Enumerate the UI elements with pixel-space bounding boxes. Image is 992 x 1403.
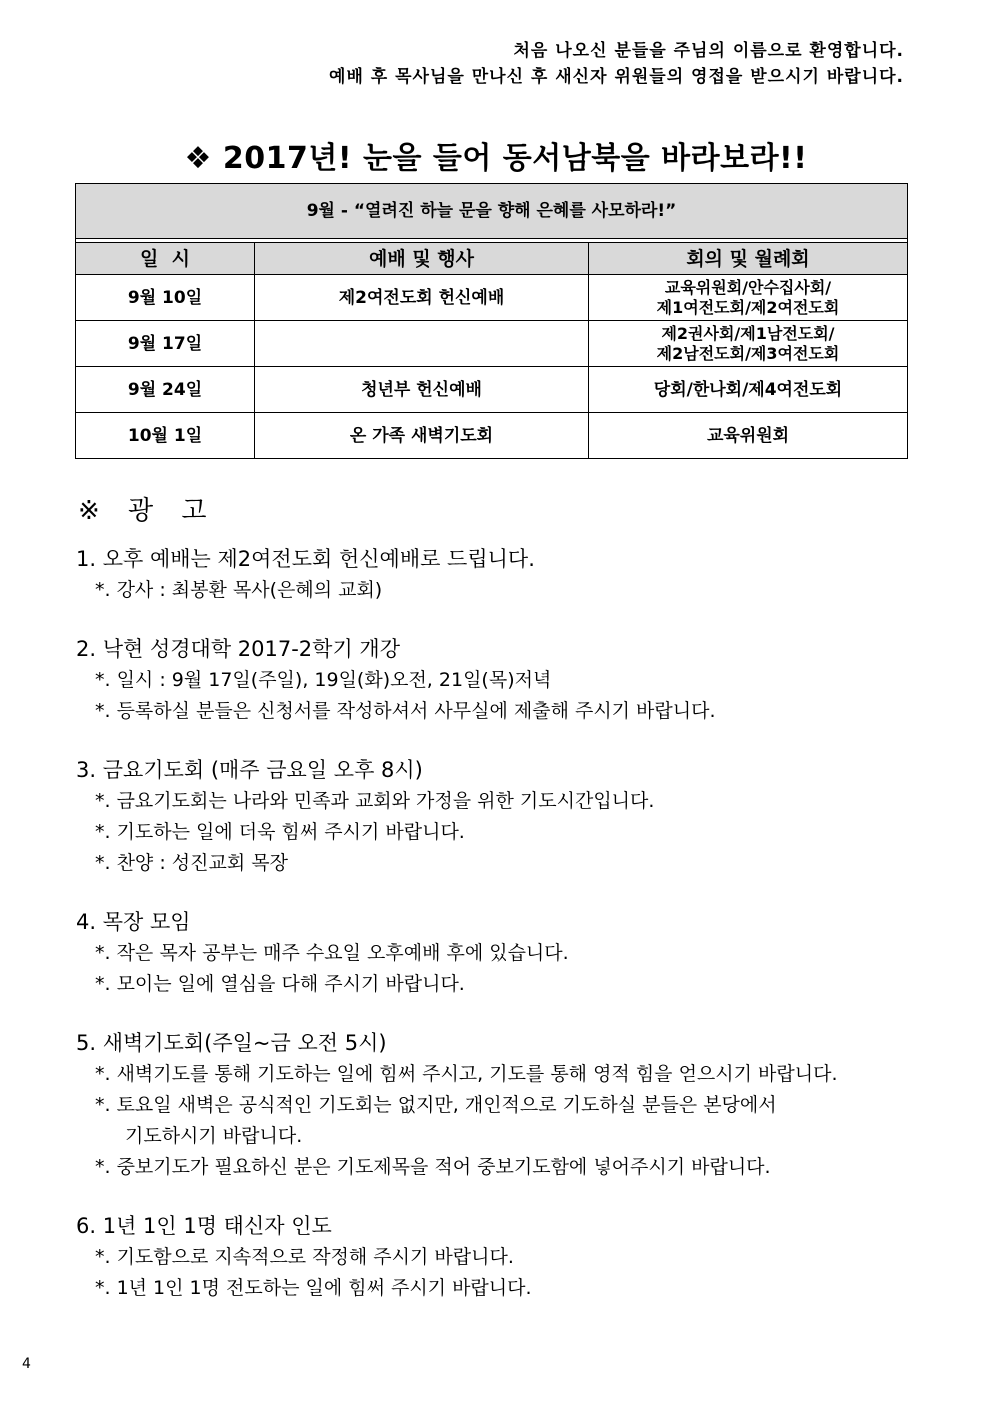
announcement-detail: *. 일시 : 9월 17일(주일), 19일(화)오전, 21일(목)저녁 <box>95 669 552 691</box>
announcement-title: 3. 금요기도회 (매주 금요일 오후 8시) <box>76 758 423 782</box>
continued-text: 기도하시기 바랍니다. <box>125 1125 303 1147</box>
meeting-line: 제2권사회/제1남전도회/ <box>661 323 835 343</box>
header-date: 일 시 <box>76 243 255 275</box>
announcement-item <box>76 544 956 606</box>
table-row <box>76 413 908 459</box>
meeting-line: 교육위원회/안수집사회/ <box>664 277 832 297</box>
row-meeting: 당회/한나회/제4여전도회 <box>589 367 908 413</box>
table-row <box>76 367 908 413</box>
announcement-detail: *. 금요기도회는 나라와 민족과 교회와 가정을 위한 기도시간입니다. <box>95 790 655 812</box>
announcement-detail: *. 찬양 : 성진교회 목장 <box>95 852 288 874</box>
page-number: 4 <box>22 1356 31 1372</box>
row-event: 청년부 헌신예배 <box>255 367 589 413</box>
announcement-detail: *. 기도하는 일에 더욱 힘써 주시기 바랍니다. <box>95 821 465 843</box>
announcement-item <box>76 634 956 727</box>
announcement-title: 4. 목장 모임 <box>76 910 191 934</box>
announcements-heading: ※ 광 고 <box>78 496 217 526</box>
theme-row <box>76 184 908 239</box>
monthly-theme: 9월 - “열려진 하늘 문을 향해 은혜를 사모하라!” <box>76 184 908 239</box>
row-event <box>255 321 589 367</box>
announcement-detail: *. 중보기도가 필요하신 분은 기도제목을 적어 중보기도함에 넣어주시기 바랍니다. <box>95 1156 771 1178</box>
welcome-line: 처음 나오신 분들을 주님의 이름으로 환영합니다. <box>513 41 904 61</box>
header-event: 예배 및 행사 <box>255 243 589 275</box>
announcement-detail: *. 강사 : 최봉환 목사(은혜의 교회) <box>95 579 383 601</box>
row-event: 제2여전도회 헌신예배 <box>255 275 589 321</box>
meeting-line: 제1여전도회/제2여전도회 <box>656 297 840 317</box>
announcement-item <box>76 755 956 879</box>
header-meeting: 회의 및 월례회 <box>589 243 908 275</box>
announcement-item <box>76 907 956 1000</box>
meeting-line: 제2남전도회/제3여전도회 <box>656 343 840 363</box>
announcement-title: 2. 낙현 성경대학 2017-2학기 개강 <box>76 637 400 661</box>
schedule-table <box>75 183 908 459</box>
row-meeting <box>589 275 908 321</box>
row-meeting <box>589 321 908 367</box>
table-row <box>76 321 908 367</box>
announcement-title: 5. 새벽기도회(주일~금 오전 5시) <box>76 1031 387 1055</box>
announcement-item <box>76 1211 956 1304</box>
announcement-title: 1. 오후 예배는 제2여전도회 헌신예배로 드립니다. <box>76 547 535 571</box>
announcement-detail: *. 새벽기도를 통해 기도하는 일에 힘써 주시고, 기도를 통해 영적 힘을 얻으시기 바랍니다. <box>95 1063 838 1085</box>
announcement-detail: *. 등록하실 분들은 신청서를 작성하셔서 사무실에 제출해 주시기 바랍니다. <box>95 700 716 722</box>
announcements-list <box>76 544 956 1332</box>
row-date: 9월 17일 <box>76 321 255 367</box>
announcement-detail: *. 모이는 일에 열심을 다해 주시기 바랍니다. <box>95 973 465 995</box>
announcement-detail-continued <box>76 1121 956 1152</box>
welcome-line: 예배 후 목사님을 만나신 후 새신자 위원들의 영접을 받으시기 바랍니다. <box>329 67 904 87</box>
announcement-title: 6. 1년 1인 1명 태신자 인도 <box>76 1214 332 1238</box>
row-date: 9월 24일 <box>76 367 255 413</box>
announcement-item <box>76 1028 956 1183</box>
welcome-message <box>329 38 904 90</box>
announcement-detail: *. 작은 목자 공부는 매주 수요일 오후예배 후에 있습니다. <box>95 942 569 964</box>
row-event: 온 가족 새벽기도회 <box>255 413 589 459</box>
table-header-row <box>76 243 908 275</box>
row-date: 9월 10일 <box>76 275 255 321</box>
row-meeting: 교육위원회 <box>589 413 908 459</box>
announcement-detail: *. 토요일 새벽은 공식적인 기도회는 없지만, 개인적으로 기도하실 분들은 본당에서 <box>95 1094 777 1116</box>
announcement-detail: *. 기도함으로 지속적으로 작정해 주시기 바랍니다. <box>95 1246 514 1268</box>
table-row <box>76 275 908 321</box>
announcement-detail: *. 1년 1인 1명 전도하는 일에 힘써 주시기 바랍니다. <box>95 1277 532 1299</box>
row-date: 10월 1일 <box>76 413 255 459</box>
page-title: ❖ 2017년! 눈을 들어 동서남북을 바라보라!! <box>184 141 808 176</box>
